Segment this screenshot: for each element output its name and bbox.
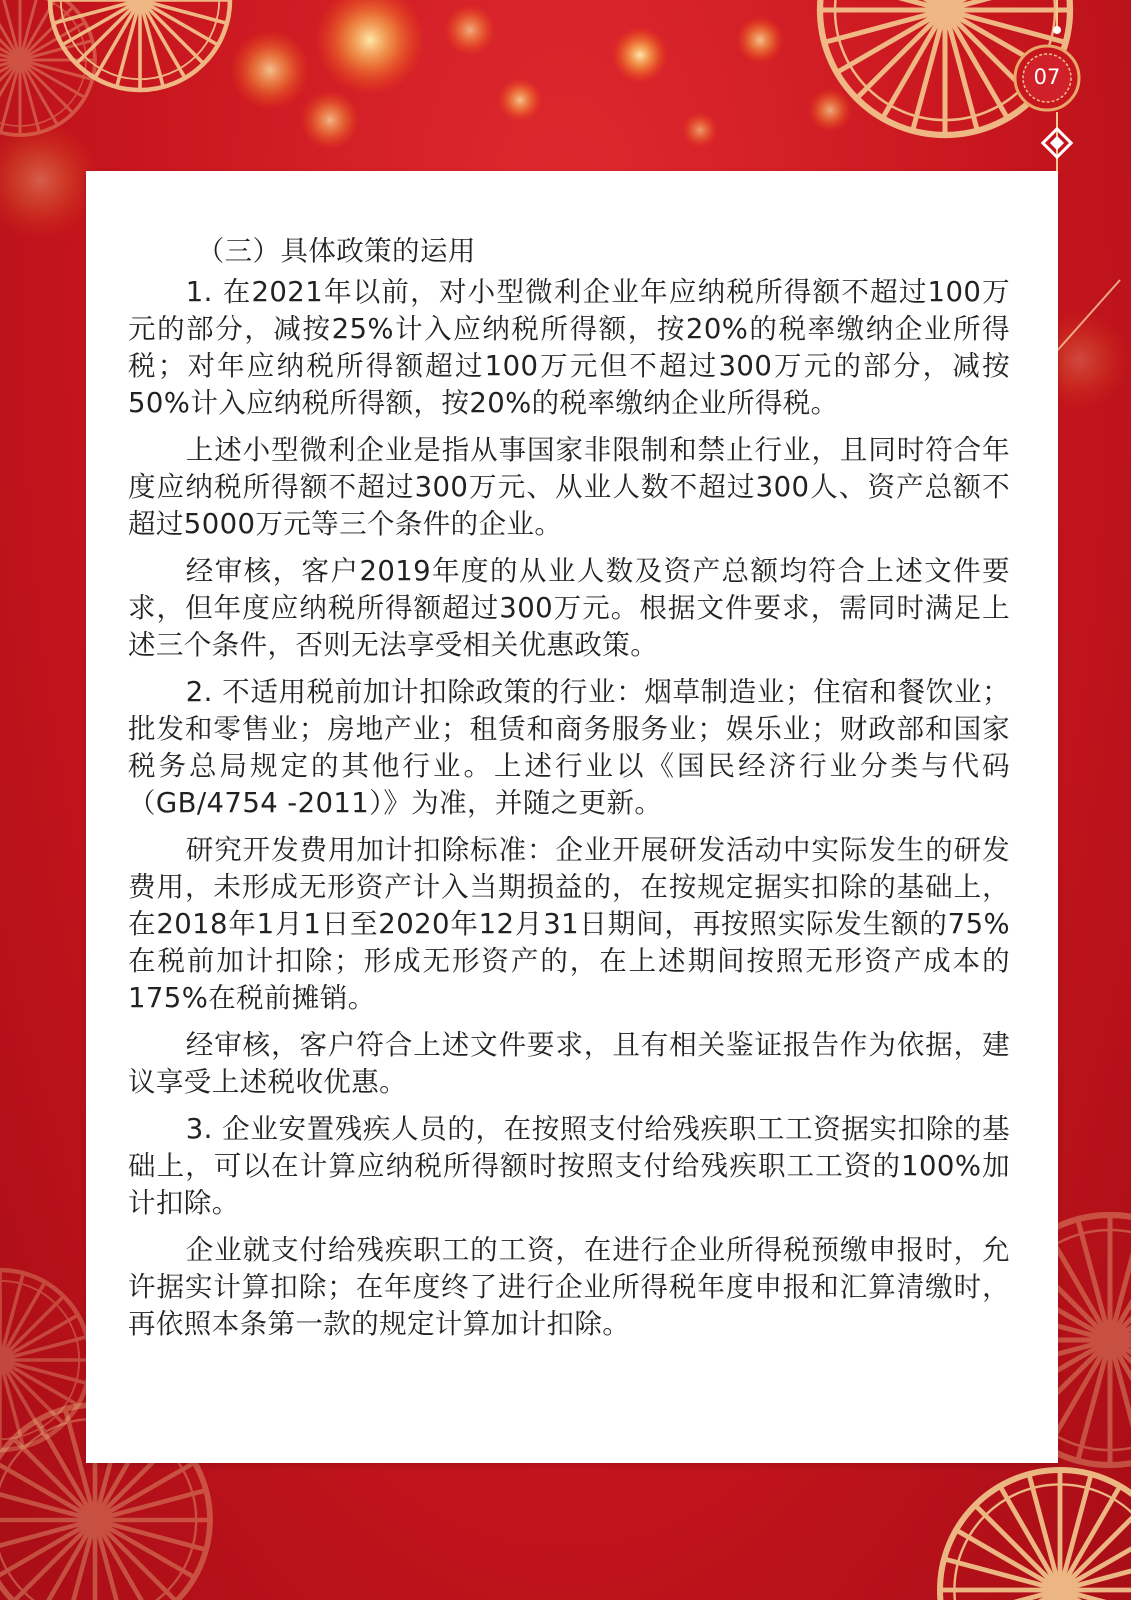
paragraph: 企业就支付给残疾职工的工资，在进行企业所得税预缴申报时，允许据实计算扣除；在年度终了进行企业所得税年度申报和汇算清缴时，再依照本条第一款的规定计算加计扣除。 — [128, 1234, 1010, 1340]
paragraph: 经审核，客户符合上述文件要求，且有相关鉴证报告作为依据，建议享受上述税收优惠。 — [128, 1029, 1010, 1098]
paragraph: 上述小型微利企业是指从事国家非限制和禁止行业，且同时符合年度应纳税所得额不超过300万元、从业人数不超过300人、资产总额不超过5000万元等三个条件的企业。 — [128, 434, 1010, 540]
paragraph: 研究开发费用加计扣除标准：企业开展研发活动中实际发生的研发费用，未形成无形资产计入当期损益的，在按规定据实扣除的基础上，在2018年1月1日至2020年12月31日期间，再按照实际发生额的75%在税前加计扣除；形成无形资产的，在上述期间按照无形资产成本的175%在税前摊销。 — [128, 834, 1010, 1014]
paragraph: 经审核，客户2019年度的从业人数及资产总额均符合上述文件要求，但年度应纳税所得额超过300万元。根据文件要求，需同时满足上述三个条件，否则无法享受相关优惠政策。 — [128, 555, 1010, 661]
fan-ornament-icon — [940, 1470, 1131, 1600]
fan-ornament-icon — [0, 1270, 90, 1450]
paragraph: 3. 企业安置残疾人员的，在按照支付给残疾职工工资据实扣除的基础上，可以在计算应纳税所得额时按照支付给残疾职工工资的100%加计扣除。 — [128, 1113, 1010, 1219]
document-body — [128, 233, 1010, 1353]
page-number: 07 — [1033, 65, 1061, 89]
paragraph: 2. 不适用税前加计扣除政策的行业：烟草制造业；住宿和餐饮业；批发和零售业；房地产业；租赁和商务服务业；娱乐业；财政部和国家税务总局规定的其他行业。上述行业以《国民经济行业分类与代码（GB/4754 -2011）》为准，并随之更新。 — [128, 676, 1010, 819]
section-heading: （三）具体政策的运用 — [196, 235, 476, 267]
paragraph: 1. 在2021年以前，对小型微利企业年应纳税所得额不超过100万元的部分，减按25%计入应纳税所得额，按20%的税率缴纳企业所得税；对年应纳税所得额超过100万元但不超过300万元的部分，减按50%计入应纳税所得额，按20%的税率缴纳企业所得税。 — [128, 276, 1010, 419]
